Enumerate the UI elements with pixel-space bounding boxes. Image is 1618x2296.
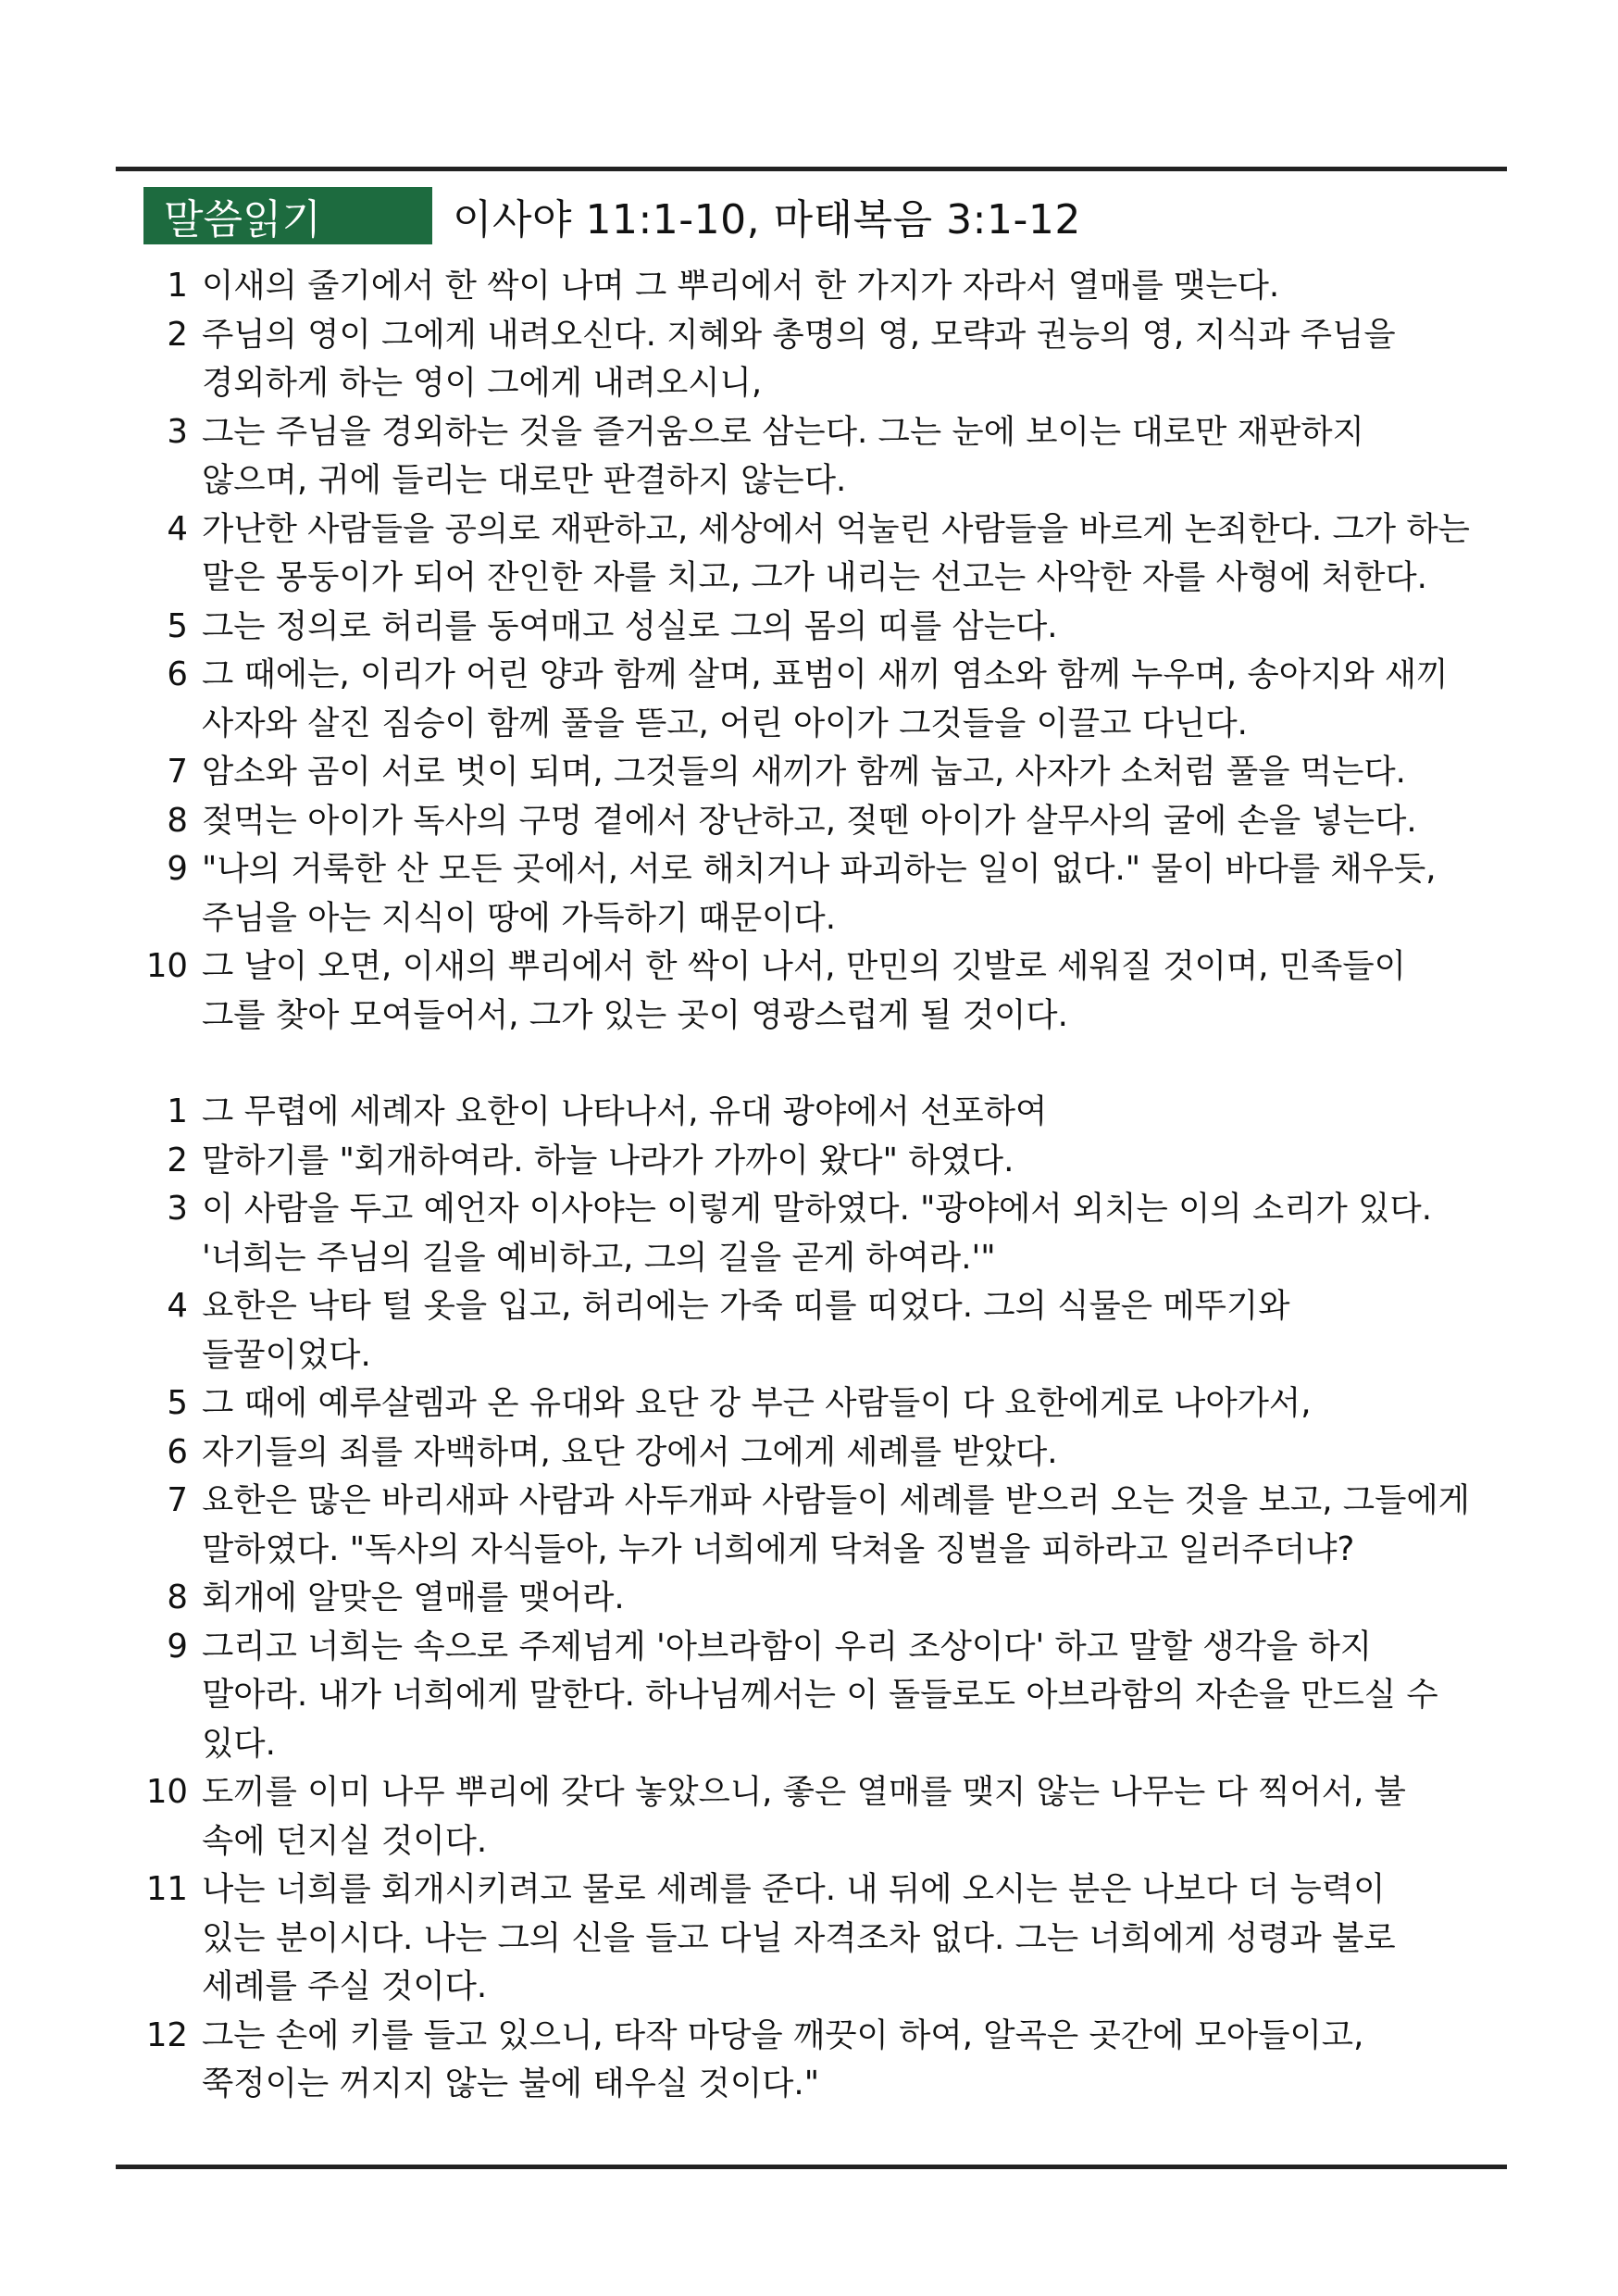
verse-number: 9 (167, 850, 188, 888)
verse-line: 않으며, 귀에 들리는 대로만 판결하지 않는다. (202, 461, 847, 499)
verse-text (202, 797, 1498, 846)
verse (134, 2012, 1504, 2109)
verse-number: 3 (167, 412, 188, 451)
verse-number: 8 (167, 801, 188, 840)
verse (134, 1379, 1504, 1429)
verse-number: 12 (145, 2015, 188, 2054)
verse-line: 요한은 낙타 털 옷을 입고, 허리에는 가죽 띠를 띠었다. 그의 식물은 메뚜기와 (202, 1287, 1290, 1325)
verse (134, 311, 1504, 408)
verse (134, 942, 1504, 1040)
passage-reference: 이사야 11:1-10, 마태복음 3:1-12 (453, 196, 1081, 243)
top-rule (116, 167, 1507, 171)
verse-line: 있는 분이시다. 나는 그의 신을 들고 다닐 자격조차 없다. 그는 너희에게 성령과 불로 (202, 1918, 1396, 1957)
verse-text (202, 1088, 1498, 1137)
verse (134, 505, 1504, 603)
verse-line: "나의 거룩한 산 모든 곳에서, 서로 해치거나 파괴하는 일이 없다." 물이 바다를 채우듯, (202, 850, 1437, 888)
verse-line: 그리고 너희는 속으로 주제넘게 '아브라함이 우리 조상이다' 하고 말할 생각을 하지 (202, 1627, 1373, 1666)
scripture-text (134, 262, 1504, 2109)
verse-text (202, 651, 1498, 748)
verse (134, 845, 1504, 942)
verse-number: 4 (167, 1287, 188, 1325)
verse-text (202, 1866, 1498, 2012)
verse-number: 4 (167, 509, 188, 548)
section-gap (134, 1040, 1504, 1088)
verse-line: 쭉정이는 꺼지지 않는 불에 태우실 것이다." (202, 2065, 820, 2103)
verse-text (202, 1379, 1498, 1429)
verse-number: 1 (167, 1092, 188, 1130)
verse-line: 그 무렵에 세례자 요한이 나타나서, 유대 광야에서 선포하여 (202, 1092, 1048, 1130)
verse-text (202, 748, 1498, 797)
verse-number: 10 (145, 947, 188, 985)
section-isaiah (134, 262, 1504, 1040)
verse-line: 세례를 주실 것이다. (202, 1967, 488, 2005)
verse-line: 주님을 아는 지식이 땅에 가득하기 때문이다. (202, 898, 836, 937)
verse (134, 1137, 1504, 1186)
verse-number: 5 (167, 1384, 188, 1422)
verse-line: 그 때에 예루살렘과 온 유대와 요단 강 부근 사람들이 다 요한에게로 나아가서, (202, 1384, 1312, 1422)
verse-text (202, 1282, 1498, 1379)
verse-text (202, 408, 1498, 505)
verse-number: 7 (167, 1481, 188, 1519)
verse-number: 10 (145, 1773, 188, 1811)
verse-line: 이 사람을 두고 예언자 이사야는 이렇게 말하였다. "광야에서 외치는 이의 소리가 있다. (202, 1190, 1432, 1228)
verse (134, 603, 1504, 652)
verse-line: 나는 너희를 회개시키려고 물로 세례를 준다. 내 뒤에 오시는 분은 나보다 더 능력이 (202, 1870, 1386, 1908)
verse-line: 있다. (202, 1724, 276, 1763)
verse (134, 1768, 1504, 1866)
verse (134, 651, 1504, 748)
verse-number: 11 (145, 1870, 188, 1908)
verse-line: 가난한 사람들을 공의로 재판하고, 세상에서 억눌린 사람들을 바르게 논죄한다. 그가 하는 (202, 509, 1470, 548)
verse-number: 7 (167, 753, 188, 791)
reading-label: 말씀읽기 (143, 187, 432, 244)
verse (134, 1574, 1504, 1623)
verse-number: 6 (167, 1432, 188, 1471)
verse-text (202, 1768, 1498, 1866)
verse (134, 748, 1504, 797)
verse-line: 그를 찾아 모여들어서, 그가 있는 곳이 영광스럽게 될 것이다. (202, 995, 1068, 1034)
verse-text (202, 1623, 1498, 1769)
verse-number: 9 (167, 1627, 188, 1666)
verse (134, 408, 1504, 505)
reading-header (143, 187, 1081, 244)
verse (134, 1477, 1504, 1574)
verse-text (202, 505, 1498, 603)
verse-number: 1 (167, 267, 188, 305)
verse-line: 속에 던지실 것이다. (202, 1821, 488, 1860)
verse-text (202, 1137, 1498, 1186)
verse-number: 6 (167, 655, 188, 693)
verse-line: 말아라. 내가 너희에게 말한다. 하나님께서는 이 돌들로도 아브라함의 자손을 만드실 수 (202, 1676, 1438, 1714)
verse (134, 1623, 1504, 1769)
verse-line: 말하였다. "독사의 자식들아, 누가 너희에게 닥쳐올 징벌을 피하라고 일러주더냐? (202, 1529, 1355, 1568)
verse-number: 3 (167, 1190, 188, 1228)
verse-text (202, 603, 1498, 652)
verse-text (202, 311, 1498, 408)
verse-line: 그는 주님을 경외하는 것을 즐거움으로 삼는다. 그는 눈에 보이는 대로만 재판하지 (202, 412, 1364, 451)
verse-line: 주님의 영이 그에게 내려오신다. 지혜와 총명의 영, 모략과 권능의 영, 지식과 주님을 (202, 315, 1396, 354)
verse-number: 2 (167, 315, 188, 354)
verse-line: 사자와 살진 짐승이 함께 풀을 뜯고, 어린 아이가 그것들을 이끌고 다닌다. (202, 704, 1248, 742)
verse (134, 262, 1504, 311)
verse-line: '너희는 주님의 길을 예비하고, 그의 길을 곧게 하여라.'" (202, 1238, 996, 1277)
verse (134, 1088, 1504, 1137)
verse-text (202, 942, 1498, 1040)
verse-line: 젖먹는 아이가 독사의 구멍 곁에서 장난하고, 젖뗀 아이가 살무사의 굴에 손을 넣는다. (202, 801, 1417, 840)
verse-line: 말은 몽둥이가 되어 잔인한 자를 치고, 그가 내리는 선고는 사악한 자를 사형에 처한다. (202, 558, 1427, 596)
verse-text (202, 1574, 1498, 1623)
verse-line: 경외하게 하는 영이 그에게 내려오시니, (202, 364, 763, 402)
verse (134, 1282, 1504, 1379)
verse-line: 그는 손에 키를 들고 있으니, 타작 마당을 깨끗이 하여, 알곡은 곳간에 모아들이고, (202, 2015, 1364, 2054)
verse-line: 도끼를 이미 나무 뿌리에 갖다 놓았으니, 좋은 열매를 맺지 않는 나무는 다 찍어서, 불 (202, 1773, 1406, 1811)
verse (134, 1185, 1504, 1282)
section-matthew (134, 1088, 1504, 2109)
verse-text (202, 2012, 1498, 2109)
verse-line: 회개에 알맞은 열매를 맺어라. (202, 1578, 625, 1616)
verse-line: 그 날이 오면, 이새의 뿌리에서 한 싹이 나서, 만민의 깃발로 세워질 것이며, 민족들이 (202, 947, 1406, 985)
verse-number: 2 (167, 1141, 188, 1179)
verse-text (202, 1185, 1498, 1282)
verse (134, 1866, 1504, 2012)
verse-text (202, 845, 1498, 942)
verse-line: 그는 정의로 허리를 동여매고 성실로 그의 몸의 띠를 삼는다. (202, 606, 1058, 645)
verse-line: 암소와 곰이 서로 벗이 되며, 그것들의 새끼가 함께 눕고, 사자가 소처럼 풀을 먹는다. (202, 753, 1406, 791)
verse-number: 5 (167, 606, 188, 645)
verse-text (202, 262, 1498, 311)
verse-text (202, 1477, 1498, 1574)
verse-line: 이새의 줄기에서 한 싹이 나며 그 뿌리에서 한 가지가 자라서 열매를 맺는다. (202, 267, 1280, 305)
verse-line: 말하기를 "회개하여라. 하늘 나라가 가까이 왔다" 하였다. (202, 1141, 1014, 1179)
verse (134, 797, 1504, 846)
verse-line: 들꿀이었다. (202, 1335, 371, 1374)
bottom-rule (116, 2165, 1507, 2169)
verse-text (202, 1429, 1498, 1478)
verse (134, 1429, 1504, 1478)
verse-line: 자기들의 죄를 자백하며, 요단 강에서 그에게 세례를 받았다. (202, 1432, 1058, 1471)
verse-line: 그 때에는, 이리가 어린 양과 함께 살며, 표범이 새끼 염소와 함께 누우며, 송아지와 새끼 (202, 655, 1449, 693)
verse-line: 요한은 많은 바리새파 사람과 사두개파 사람들이 세례를 받으러 오는 것을 보고, 그들에게 (202, 1481, 1470, 1519)
verse-number: 8 (167, 1578, 188, 1616)
